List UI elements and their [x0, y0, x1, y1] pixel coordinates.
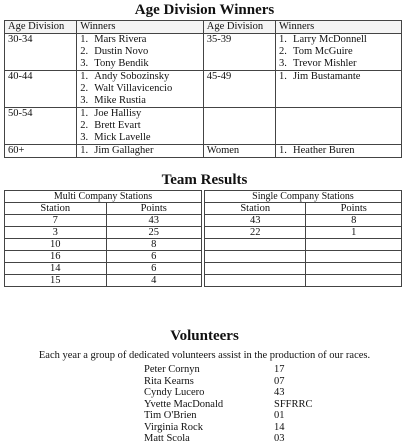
winner-name: Trevor Mishler — [293, 58, 357, 69]
winner-item — [80, 120, 200, 132]
volunteer-value: SFFRRC — [274, 398, 313, 410]
single-points-cell — [306, 275, 402, 287]
winners-header: Winners — [77, 21, 204, 34]
volunteer-value: 01 — [274, 410, 285, 421]
winner-name: Jim Gallagher — [94, 145, 154, 156]
winner-name: Mars Rivera — [94, 34, 147, 45]
winner-rank: 1. — [80, 145, 89, 156]
winner-item — [80, 46, 200, 58]
multi-points-cell: 43 — [106, 215, 201, 227]
winners-cell — [77, 34, 204, 71]
multi-points-cell: 6 — [106, 251, 201, 263]
team-results-table — [4, 190, 402, 287]
winners-list — [80, 145, 200, 157]
team-results-title: Team Results — [161, 172, 248, 188]
volunteer-row — [144, 422, 313, 434]
winners-cell — [77, 71, 204, 108]
winners-cell — [276, 108, 402, 145]
multi-station-cell: 16 — [5, 251, 107, 263]
volunteer-name: Matt Scola — [144, 433, 190, 444]
winners-cell — [276, 145, 402, 158]
winner-rank: 1. — [80, 34, 89, 45]
winner-name: Andy Sobozinsky — [94, 71, 170, 82]
age-division-row — [5, 34, 402, 71]
age-division-row — [5, 71, 402, 108]
multi-points-cell: 25 — [106, 227, 201, 239]
winner-name: Walt Villavicencio — [94, 83, 173, 94]
winners-list — [80, 108, 200, 144]
age-division-table — [4, 20, 402, 158]
winner-item — [80, 71, 200, 83]
volunteer-value: 14 — [274, 421, 285, 433]
team-row — [5, 275, 402, 287]
volunteer-row — [144, 410, 313, 422]
age-division-cell: Women — [203, 145, 275, 158]
winner-rank: 1. — [279, 71, 287, 82]
single-station-header: Station — [204, 203, 306, 215]
volunteer-name: Virginia Rock — [144, 421, 203, 433]
winner-name: Jim Bustamante — [293, 71, 361, 82]
volunteer-value: 07 — [274, 375, 285, 387]
age-division-cell: 50-54 — [5, 108, 77, 145]
winner-rank: 2. — [80, 46, 89, 57]
winners-list — [80, 71, 200, 107]
winner-name: Tony Bendik — [94, 58, 149, 69]
team-row — [5, 227, 402, 239]
volunteer-value: 17 — [274, 364, 285, 375]
volunteer-name: Cyndy Lucero — [144, 387, 205, 398]
volunteer-name: Peter Cornyn — [144, 364, 200, 375]
team-row — [5, 215, 402, 227]
volunteers-intro: Each year a group of dedicated volunteers assist in the production of our races. — [38, 350, 371, 361]
multi-station-header: Station — [5, 203, 107, 215]
winner-name: Heather Buren — [293, 145, 355, 156]
single-station-cell — [204, 251, 306, 263]
winner-item — [80, 34, 200, 46]
single-station-cell — [204, 263, 306, 275]
winner-item — [279, 58, 398, 70]
single-station-cell: 22 — [204, 227, 306, 239]
volunteer-name: Yvette MacDonald — [144, 398, 224, 410]
winners-list — [80, 34, 200, 70]
volunteer-row — [144, 433, 313, 445]
age-division-header: Age Division — [5, 21, 77, 34]
winner-rank: 1. — [279, 34, 287, 45]
single-station-cell — [204, 275, 306, 287]
age-division-header: Age Division — [203, 21, 275, 34]
winner-rank: 2. — [80, 83, 89, 94]
winner-rank: 1. — [279, 145, 287, 156]
volunteer-row — [144, 376, 313, 388]
winner-rank: 3. — [279, 58, 287, 69]
volunteer-list — [144, 364, 313, 445]
age-division-cell: 40-44 — [5, 71, 77, 108]
team-row — [5, 263, 402, 275]
multi-points-cell: 8 — [106, 239, 201, 251]
volunteer-row — [144, 364, 313, 376]
winner-item — [80, 83, 200, 95]
single-points-cell — [306, 239, 402, 251]
winner-item — [80, 132, 200, 144]
volunteer-name: Tim O'Brien — [144, 410, 197, 421]
winners-cell — [276, 71, 402, 108]
winner-name: Dustin Novo — [94, 46, 149, 57]
single-station-cell: 43 — [204, 215, 306, 227]
winner-rank: 2. — [80, 120, 89, 131]
winners-list — [279, 34, 398, 70]
winner-item — [279, 71, 398, 83]
multi-station-cell: 10 — [5, 239, 107, 251]
age-division-cell: 60+ — [5, 145, 77, 158]
age-division-title: Age Division Winners — [134, 2, 275, 18]
volunteer-row — [144, 399, 313, 411]
volunteer-row — [144, 387, 313, 399]
winners-cell — [77, 145, 204, 158]
winners-list — [279, 71, 398, 83]
winner-rank: 3. — [80, 132, 89, 143]
single-points-cell — [306, 251, 402, 263]
age-division-cell: 35-39 — [203, 34, 275, 71]
multi-points-cell: 6 — [106, 263, 201, 275]
multi-company-header: Multi Company Stations — [5, 191, 202, 203]
age-header-row — [5, 21, 402, 34]
team-row — [5, 251, 402, 263]
single-station-cell — [204, 239, 306, 251]
winner-name: Joe Hallisy — [94, 108, 142, 119]
volunteer-value: 43 — [274, 387, 285, 398]
volunteer-value: 03 — [274, 433, 285, 444]
multi-station-cell: 14 — [5, 263, 107, 275]
winner-rank: 3. — [80, 58, 89, 69]
single-points-header: Points — [306, 203, 402, 215]
winners-cell — [77, 108, 204, 145]
age-division-row — [5, 145, 402, 158]
volunteers-title: Volunteers — [170, 328, 239, 344]
winner-item — [279, 46, 398, 58]
winner-item — [80, 95, 200, 107]
winner-rank: 1. — [80, 71, 89, 82]
winner-item — [80, 145, 200, 157]
age-division-cell: 45-49 — [203, 71, 275, 108]
winner-item — [279, 34, 398, 46]
winner-name: Mike Rustia — [94, 95, 146, 106]
multi-points-cell: 4 — [106, 275, 201, 287]
multi-station-cell: 3 — [5, 227, 107, 239]
age-division-cell: 30-34 — [5, 34, 77, 71]
winners-list — [279, 145, 398, 157]
winners-header: Winners — [276, 21, 402, 34]
multi-station-cell: 15 — [5, 275, 107, 287]
winners-cell — [276, 34, 402, 71]
winner-name: Tom McGuire — [293, 46, 353, 57]
winner-rank: 1. — [80, 108, 89, 119]
single-points-cell — [306, 263, 402, 275]
winner-name: Brett Evart — [94, 120, 141, 131]
age-division-row — [5, 108, 402, 145]
winner-rank: 3. — [80, 95, 89, 106]
multi-points-header: Points — [106, 203, 201, 215]
team-col-header-row — [5, 203, 402, 215]
team-row — [5, 239, 402, 251]
team-group-header-row — [5, 191, 402, 203]
winner-item — [279, 145, 398, 157]
winner-item — [80, 108, 200, 120]
single-points-cell: 8 — [306, 215, 402, 227]
single-company-header: Single Company Stations — [204, 191, 401, 203]
winner-item — [80, 58, 200, 70]
single-points-cell: 1 — [306, 227, 402, 239]
volunteer-name: Rita Kearns — [144, 375, 194, 387]
winner-name: Larry McDonnell — [293, 34, 367, 45]
age-division-cell — [203, 108, 275, 145]
multi-station-cell: 7 — [5, 215, 107, 227]
winner-name: Mick Lavelle — [94, 132, 151, 143]
winner-rank: 2. — [279, 46, 287, 57]
